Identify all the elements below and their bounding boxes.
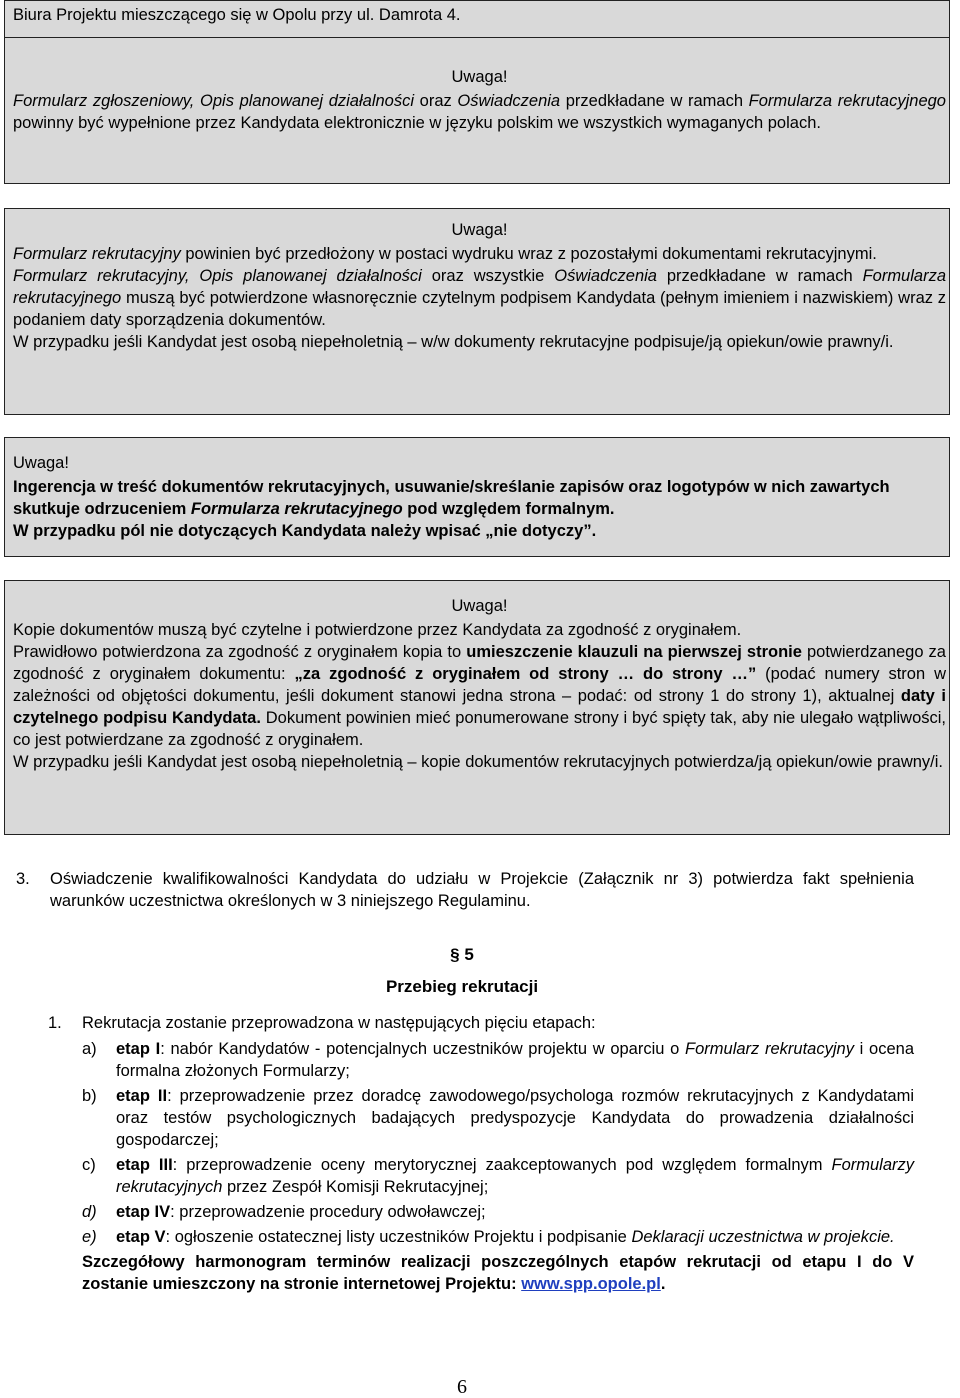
text-span: Dokument powinien mieć ponumerowane strony i być spięty tak, aby nie ulegało wątpliwości, co jest potwierdzane za zgodność z oryginałem. <box>13 709 946 749</box>
list-letter: b) <box>82 1087 97 1105</box>
item-number: 1. <box>48 1014 62 1032</box>
notice-paragraph <box>13 476 946 520</box>
list-letter: a) <box>82 1040 97 1058</box>
notice-box-electronic-filling <box>4 37 950 184</box>
text-span: powinien być przedłożony w postaci wydruku wraz z pozostałymi dokumentami rekrutacyjnymi. <box>180 245 877 263</box>
section-5-body <box>48 1012 914 1295</box>
item-text: Rekrutacja zostanie przeprowadzona w następujących pięciu etapach: <box>82 1014 596 1032</box>
list-item <box>82 1201 914 1223</box>
text-span: : przeprowadzenie procedury odwoławczej; <box>170 1203 486 1221</box>
italic-term: Oświadczenia <box>554 267 657 285</box>
list-item <box>82 1154 914 1198</box>
text-span: oraz wszystkie <box>421 267 555 285</box>
bold-term: daty i czytelnego podpisu Kandydata. <box>13 687 946 727</box>
italic-term: Formularza rekrutacyjnego <box>190 500 403 518</box>
text-span: Ingerencja w treść dokumentów rekrutacyjnych, usuwanie/skreślanie zapisów oraz logotypów w nich zawartych skutkuje odrzuceniem <box>13 478 890 518</box>
text-span: : przeprowadzenie oceny merytorycznej zaakceptowanych pod względem formalnym <box>172 1156 832 1174</box>
notice-paragraph <box>13 243 946 265</box>
schedule-note <box>82 1251 914 1295</box>
text-span: (podać numery stron w zależności od objętości dokumentu, jeśli dokument stanowi jedna strona – podać: od strony 1 do strony 1), aktualnej <box>13 665 946 705</box>
text-span: oraz <box>414 92 458 110</box>
text-span: Szczegółowy harmonogram terminów realizacji poszczególnych etapów rekrutacji od etapu I do V zostanie umieszczony na stronie internetowej Projektu: <box>82 1253 914 1293</box>
item-text: Oświadczenie kwalifikowalności Kandydata do udziału w Projekcie (Załącznik nr 3) potwierdza fakt spełnienia warunków uczestnictwa określonych w 3 niniejszego Regulaminu. <box>50 870 914 910</box>
list-item <box>82 1085 914 1151</box>
page-number: 6 <box>457 1376 467 1398</box>
italic-term: Oświadczenia <box>457 92 561 110</box>
list-letter: d) <box>82 1203 97 1221</box>
stage-label: etap II <box>116 1087 168 1105</box>
italic-term: Formularz zgłoszeniowy, Opis planowanej działalności <box>13 92 415 110</box>
list-text <box>116 1038 914 1082</box>
notice-heading: Uwaga! <box>13 454 69 472</box>
italic-term: Formularzy rekrutacyjnych <box>116 1156 915 1196</box>
list-text <box>116 1154 914 1198</box>
notice-paragraph: W przypadku pól nie dotyczących Kandydata należy wpisać „nie dotyczy”. <box>13 522 597 540</box>
stage-label: etap IV <box>116 1203 171 1221</box>
italic-term: Formularza rekrutacyjnego <box>13 267 946 307</box>
notice-heading: Uwaga! <box>451 221 508 239</box>
list-item <box>82 1038 914 1082</box>
bold-term: „za zgodność z oryginałem od strony … do strony …” <box>294 665 757 683</box>
list-text <box>116 1201 914 1223</box>
numbered-paragraph <box>48 1012 914 1034</box>
text-span: powinny być wypełnione przez Kandydata elektronicznie w języku polskim we wszystkich wymaganych polach. <box>13 114 821 132</box>
text-span: : ogłoszenie ostatecznej listy uczestników Projektu i podpisanie <box>165 1228 632 1246</box>
item-number: 3. <box>16 870 30 888</box>
italic-term: Formularz rekrutacyjny <box>13 245 181 263</box>
notice-paragraph: Kopie dokumentów muszą być czytelne i potwierdzone przez Kandydata za zgodność z oryginałem. <box>13 621 742 639</box>
section-symbol: § 5 <box>450 945 474 964</box>
notice-box-signature <box>4 208 950 415</box>
text-span: Prawidłowo potwierdzona za zgodność z oryginałem kopia to <box>13 643 467 661</box>
notice-box-interference <box>4 437 950 557</box>
text-span: : przeprowadzenie przez doradcę zawodowego/psychologa rozmów rekrutacyjnych z Kandydatami oraz testów psychologicznych badających predyspozycje Kandydata do prowadzenia działalności gospodarczej; <box>116 1087 914 1149</box>
text-span: przedkładane w ramach <box>560 92 749 110</box>
list-text <box>116 1085 914 1151</box>
italic-term: Formularz rekrutacyjny <box>685 1040 854 1058</box>
text-span: . <box>660 1275 666 1293</box>
notice-box-copies <box>4 580 950 835</box>
numbered-paragraph <box>16 868 914 912</box>
text-span: przez Zespół Komisji Rekrutacyjnej; <box>222 1178 489 1196</box>
stage-list <box>82 1038 914 1248</box>
text-span: przedkładane w ramach <box>656 267 863 285</box>
italic-term: Formularza rekrutacyjnego <box>748 92 946 110</box>
notice-paragraph <box>13 641 946 751</box>
italic-term: Deklaracji uczestnictwa w projekcie. <box>631 1228 895 1246</box>
bold-term: umieszczenie klauzuli na pierwszej stronie <box>466 643 802 661</box>
list-letter: c) <box>82 1156 96 1174</box>
list-item <box>82 1226 914 1248</box>
notice-paragraph: W przypadku jeśli Kandydat jest osobą niepełnoletnią – w/w dokumenty rekrutacyjne podpisuje/ją opiekun/owie prawny/i. <box>13 333 894 351</box>
italic-term: Formularz rekrutacyjny, Opis planowanej działalności <box>13 267 422 285</box>
section-5 <box>0 944 924 998</box>
list-letter: e) <box>82 1228 97 1246</box>
stage-label: etap V <box>116 1228 166 1246</box>
notice-heading: Uwaga! <box>451 597 508 615</box>
info-box-address <box>4 0 950 38</box>
list-text <box>116 1226 914 1248</box>
text-span: potwierdzanego za zgodność z oryginałem dokumentu: <box>13 643 946 683</box>
text-span: i ocena formalna złożonych Formularzy; <box>116 1040 914 1080</box>
text-span: : nabór Kandydatów - potencjalnych uczestników projektu w oparciu o <box>160 1040 686 1058</box>
text-span: muszą być potwierdzone własnoręcznie czytelnym podpisem Kandydata (pełnym imieniem i nazwiskiem) wraz z podaniem daty sporządzenia dokumentów. <box>13 289 946 329</box>
section-title: Przebieg rekrutacji <box>385 977 539 996</box>
address-text: Biura Projektu mieszczącego się w Opolu przy ul. Damrota 4. <box>13 6 461 24</box>
text-span: pod względem formalnym. <box>402 500 615 518</box>
notice-heading: Uwaga! <box>451 68 508 86</box>
stage-label: etap I <box>116 1040 161 1058</box>
notice-paragraph <box>13 265 946 331</box>
notice-paragraph <box>13 90 946 134</box>
stage-label: etap III <box>116 1156 173 1174</box>
project-website-link[interactable]: www.spp.opole.pl <box>521 1275 661 1293</box>
notice-paragraph: W przypadku jeśli Kandydat jest osobą niepełnoletnią – kopie dokumentów rekrutacyjnych potwierdza/ją opiekun/owie prawny/i. <box>13 753 944 771</box>
regulation-item-3 <box>16 868 914 912</box>
